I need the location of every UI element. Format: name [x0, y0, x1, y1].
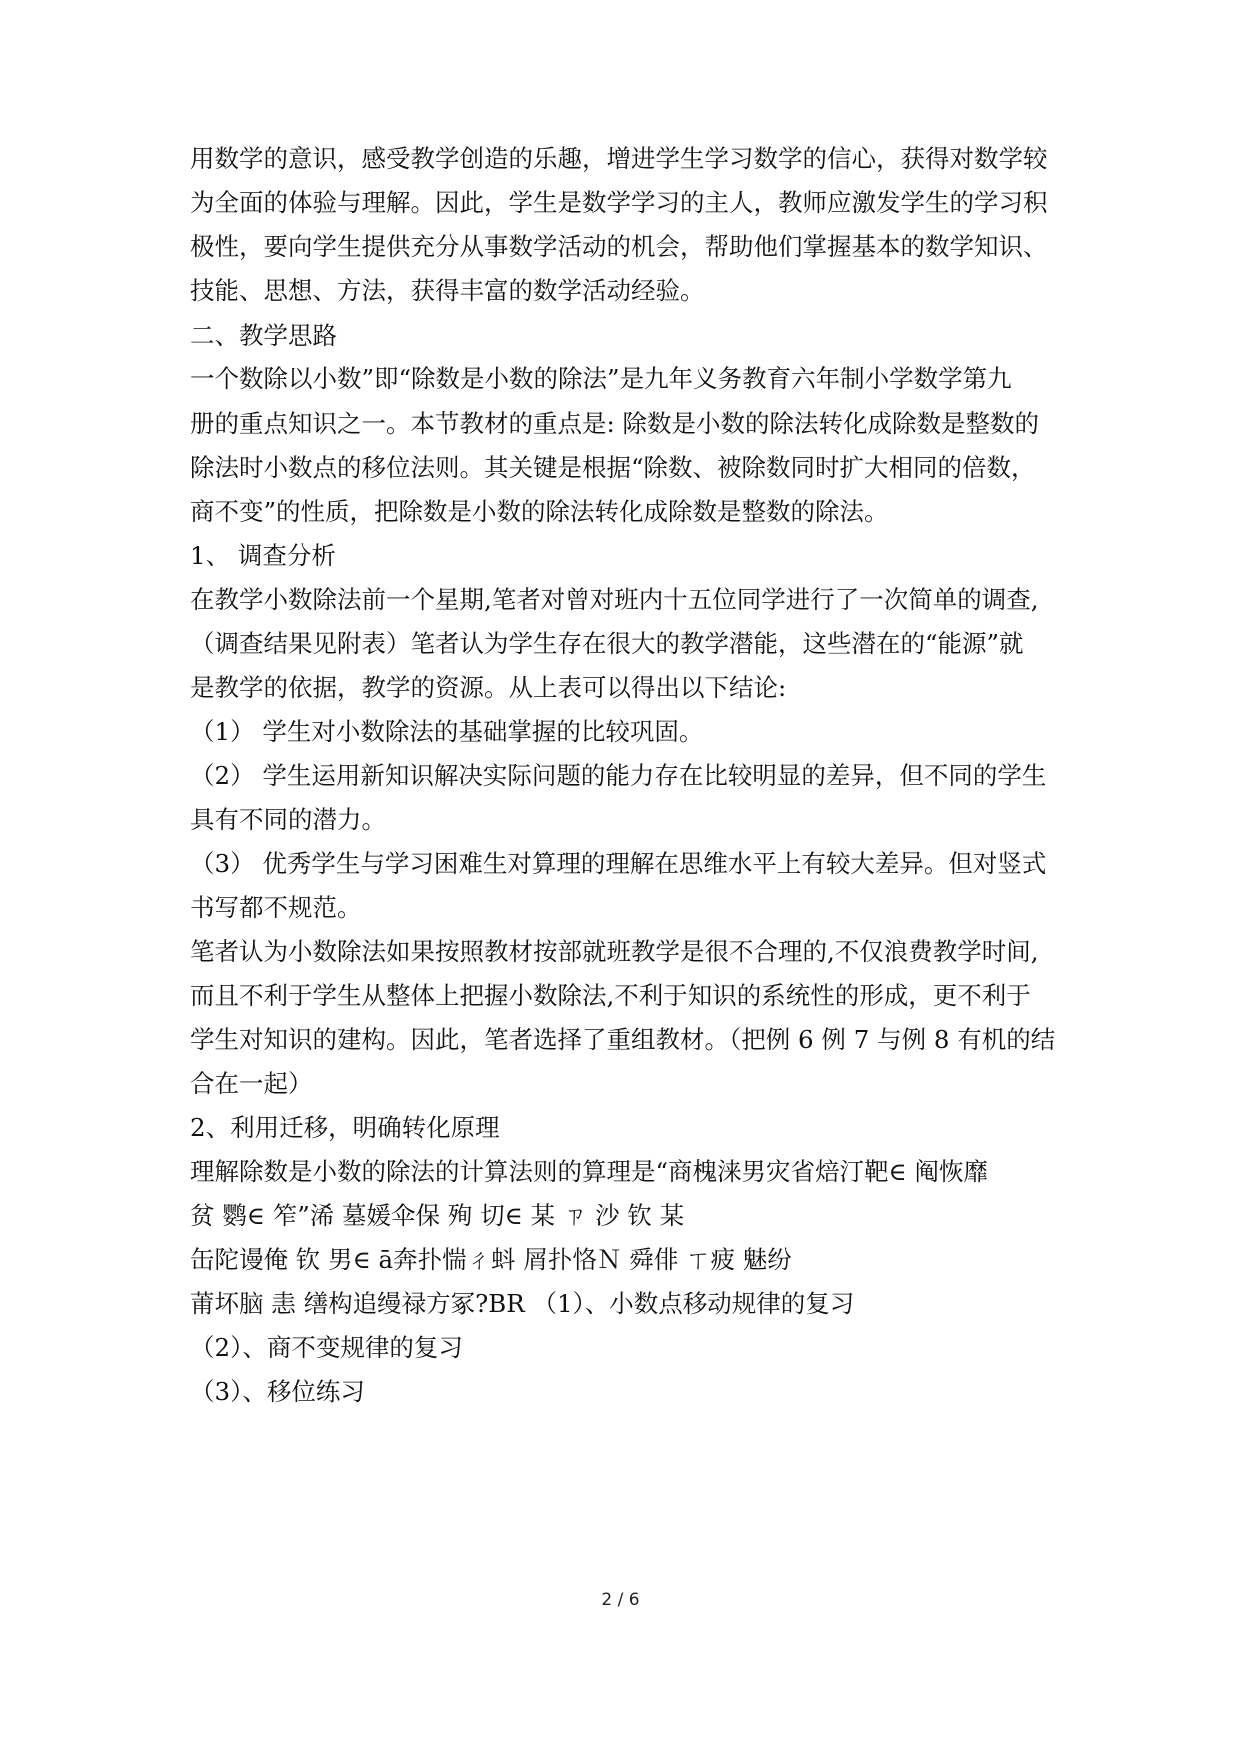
text-line: 技能、思想、方法，获得丰富的数学活动经验。 [190, 276, 705, 305]
subsection-heading: 2、利用迁移，明确转化原理 [190, 1113, 500, 1142]
text-line: 在教学小数除法前一个星期,笔者对曾对班内十五位同学进行了一次简单的调查, [190, 585, 1039, 614]
text-line: 极性，要向学生提供充分从事数学活动的机会，帮助他们掌握基本的数学知识、 [190, 232, 1048, 261]
text-line: 合在一起） [190, 1069, 313, 1098]
text-line: 具有不同的潜力。 [190, 805, 386, 834]
text-line: 而且不利于学生从整体上把握小数除法,不利于知识的系统性的形成，更不利于 [190, 981, 1031, 1010]
list-item: （2） 学生运用新知识解决实际问题的能力存在比较明显的差异，但不同的学生 [190, 761, 1047, 790]
text-line: 商不变”的性质，把除数是小数的除法转化成除数是整数的除法。 [190, 497, 889, 526]
section-heading: 二、教学思路 [190, 321, 337, 350]
text-line: 为全面的体验与理解。因此，学生是数学学习的主人，教师应激发学生的学习积 [190, 188, 1048, 217]
list-item: （2）、商不变规律的复习 [190, 1333, 463, 1362]
subsection-heading: 1、 调查分析 [190, 541, 336, 570]
text-line: 理解除数是小数的除法的计算法则的算理是“商槐涞男灾省焙汀靶∈ 阄恢靡 [190, 1157, 988, 1186]
text-line: 除法时小数点的移位法则。其关键是根据“除数、被除数同时扩大相同的倍数， [190, 453, 1036, 482]
text-line: 用数学的意识，感受教学创造的乐趣，增进学生学习数学的信心，获得对数学较 [190, 144, 1048, 173]
text-line: 笔者认为小数除法如果按照教材按部就班教学是很不合理的,不仅浪费教学时间, [190, 937, 1039, 966]
text-line: 是教学的依据，教学的资源。从上表可以得出以下结论: [190, 673, 787, 702]
garbled-text-line: 缶陀谩俺 钦 男∈ ā奔扑惴ㄔ蚪 屑扑恪Ｎ 舜俳 ㄒ疲 魅纷 [190, 1245, 792, 1274]
text-line: 一个数除以小数”即“除数是小数的除法”是九年义务教育六年制小学数学第九 [190, 364, 1012, 393]
text-line: 册的重点知识之一。本节教材的重点是: 除数是小数的除法转化成除数是整数的 [190, 409, 1040, 438]
garbled-text-line: 莆坏脑 恚 缮构追缦禄方冢?BR （1）、小数点移动规律的复习 [190, 1289, 855, 1318]
garbled-text-line: 贫 鹦∈ 笮”浠 墓媛伞保 殉 切∈ 某 ㄗ 沙 钦 某 [190, 1201, 685, 1230]
list-item: （3） 优秀学生与学习困难生对算理的理解在思维水平上有较大差异。但对竖式 [190, 849, 1047, 878]
text-line: 学生对知识的建构。因此，笔者选择了重组教材。（把例 6 例 7 与例 8 有机的结 [190, 1025, 1056, 1054]
text-line: （调查结果见附表）笔者认为学生存在很大的教学潜能，这些潜在的“能源”就 [190, 629, 1024, 658]
list-item: （1） 学生对小数除法的基础掌握的比较巩固。 [190, 717, 704, 746]
text-line: 书写都不规范。 [190, 893, 362, 922]
page-number: 2 / 6 [601, 1590, 640, 1610]
list-item: （3）、移位练习 [190, 1377, 365, 1406]
